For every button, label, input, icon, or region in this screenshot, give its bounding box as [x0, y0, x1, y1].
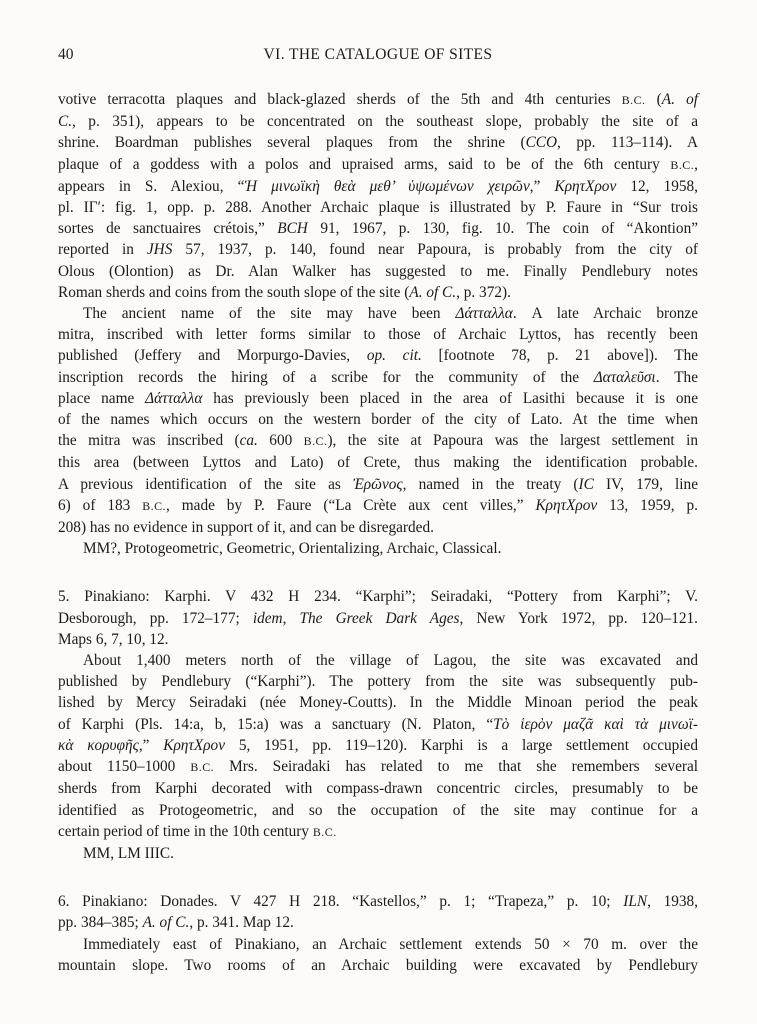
text-line: MM, LM IIIC.	[83, 844, 174, 862]
text-line: sherds from Karphi decorated with compass-drawn concentric circles, presumably to be	[58, 780, 698, 798]
text-line: pp. 384–385; A. of C., p. 341. Map 12.	[58, 914, 294, 932]
text-line: published by Pendlebury (“Karphi”). The pottery from the site was subsequently pub-	[58, 673, 698, 691]
text-content	[58, 89, 698, 976]
period-summary	[58, 538, 698, 559]
text-line: about 1150–1000 B.C. Mrs. Seiradaki has related to me that she remembers several	[58, 758, 698, 776]
section-heading	[58, 891, 698, 933]
page-number: 40	[58, 46, 74, 63]
text-line: MM?, Protogeometric, Geometric, Orientalizing, Archaic, Classical.	[83, 540, 502, 558]
text-line: the mitra was inscribed (ca. 600 B.C.), the site at Papoura was the largest settlement in	[58, 432, 698, 450]
text-line: κὰ κορυφῆς,” ΚρητΧρον 5, 1951, pp. 119–120). Karphi is a large settlement occupied	[58, 736, 698, 754]
text-line: lished by Mercy Seiradaki (née Money-Coutts). In the Middle Minoan period the peak	[58, 694, 698, 712]
text-line: mountain slope. Two rooms of an Archaic building were excavated by Pendlebury	[58, 956, 698, 974]
text-line: pl. ΙΓ′: fig. 1, opp. p. 288. Another Archaic plaque is illustrated by P. Faure in “Sur trois	[58, 199, 698, 217]
paragraph-continuation	[58, 89, 698, 303]
text-line: certain period of time in the 10th century B.C.	[58, 822, 337, 840]
text-line: C., p. 351), appears to be concentrated on the southeast slope, probably the site of a	[58, 113, 698, 131]
text-line: About 1,400 meters north of the village of Lagou, the site was excavated and	[83, 652, 698, 670]
page-header	[58, 46, 698, 66]
text-line: published (Jeffery and Morpurgo-Davies, op. cit. [footnote 78, p. 21 above]). The	[58, 347, 699, 365]
text-line: of the names which occurs on the western border of the city of Lato. At the time when	[58, 411, 698, 429]
text-line: votive terracotta plaques and black-glazed sherds of the 5th and 4th centuries B.C. (A. of	[58, 91, 698, 108]
text-line: shrine. Boardman publishes several plaques from the shrine (CCO, pp. 113–114). A	[58, 134, 698, 152]
paragraph	[58, 303, 698, 538]
period-summary	[58, 843, 698, 864]
text-line: 5. Pinakiano: Karphi. V 432 H 234. “Karphi”; Seiradaki, “Pottery from Karphi”; V.	[58, 588, 698, 606]
running-header: VI. THE CATALOGUE OF SITES	[263, 46, 493, 63]
text-line: sortes de sanctuaires crétois,” BCH 91, 1967, p. 130, fig. 10. The coin of “Akontion”	[58, 220, 699, 238]
text-line: this area (between Lyttos and Lato) of Crete, thus making the identification probable.	[58, 454, 698, 472]
text-line: Immediately east of Pinakiano, an Archaic settlement extends 50 × 70 m. over the	[83, 935, 698, 953]
text-line: A previous identification of the site as Ἐρῶνος, named in the treaty (IC IV, 179, line	[58, 475, 698, 493]
text-line: Desborough, pp. 172–177; idem, The Greek Dark Ages, New York 1972, pp. 120–121.	[58, 609, 698, 627]
text-line: mitra, inscribed with letter forms similar to those of Archaic Lyttos, has recently been	[58, 326, 698, 344]
text-line: reported in JHS 57, 1937, p. 140, found near Papoura, is probably from the city of	[58, 241, 698, 259]
text-line: 208) has no evidence in support of it, and can be disregarded.	[58, 519, 434, 537]
section-heading	[58, 586, 698, 650]
paragraph	[58, 934, 698, 976]
text-line: place name Δάτταλλα has previously been placed in the area of Lasithi because it is one	[58, 389, 698, 407]
paragraph	[58, 650, 698, 843]
text-line: Maps 6, 7, 10, 12.	[58, 630, 169, 648]
text-line: plaque of a goddess with a polos and upraised arms, said to be of the 6th century B.C.,	[58, 155, 698, 173]
text-line: 6) of 183 B.C., made by P. Faure (“La Crète aux cent villes,” ΚρητΧρον 13, 1959, p.	[58, 496, 699, 514]
text-line: appears in S. Alexiou, “Ἡ μινωϊκὴ θεὰ μεθ’ ὑψωμένων χειρῶν,” ΚρητΧρον 12, 1958,	[58, 177, 698, 195]
text-line: The ancient name of the site may have been Δάτταλλα. A late Archaic bronze	[83, 305, 698, 323]
text-line: identified as Protogeometric, and so the occupation of the site may continue for a	[58, 801, 698, 819]
text-line: of Karphi (Pls. 14:a, b, 15:a) was a sanctuary (N. Platon, “Τὸ ἱερὸν μαζᾶ καὶ τὰ μινωϊ-	[58, 715, 698, 733]
text-line: Olous (Olontion) as Dr. Alan Walker has suggested to me. Finally Pendlebury notes	[58, 262, 698, 280]
text-line: inscription records the hiring of a scribe for the community of the Δαταλεῦσι. The	[58, 368, 698, 386]
text-line: Roman sherds and coins from the south slope of the site (A. of C., p. 372).	[58, 283, 511, 301]
text-line: 6. Pinakiano: Donades. V 427 H 218. “Kastellos,” p. 1; “Trapeza,” p. 10; ILN, 1938,	[58, 893, 698, 911]
